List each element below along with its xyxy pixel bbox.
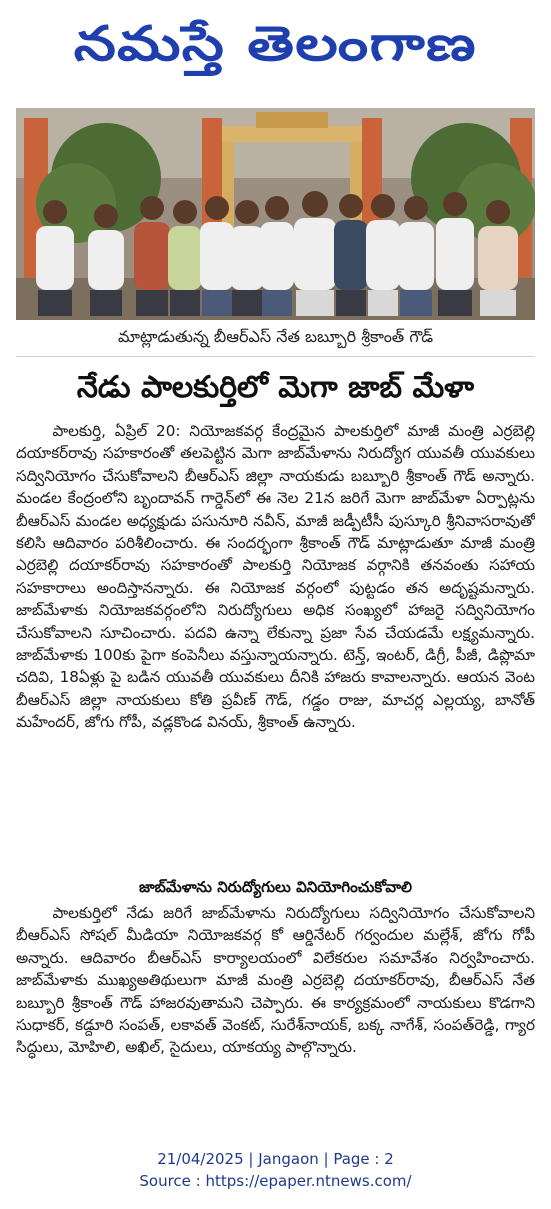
caption-divider <box>16 356 535 357</box>
footer-source-link[interactable]: Source : https://epaper.ntnews.com/ <box>139 1172 412 1190</box>
article-body-2 <box>16 902 535 1142</box>
article-body-1 <box>16 420 535 890</box>
footer-date-edition: 21/04/2025 | Jangaon | Page : 2 <box>157 1150 394 1168</box>
article-subheading: జాబ్‌మేళాను నిరుద్యోగులు వినియోగించుకోవాలి <box>138 878 413 896</box>
group-photo-illustration <box>16 108 535 320</box>
masthead <box>0 4 551 100</box>
news-photo <box>16 108 535 320</box>
newspaper-logo: నమస్తే తెలంగాణ <box>73 16 478 72</box>
article-paragraph: పాలకుర్తి, ఏప్రిల్ 20: నియోజకవర్గ కేంద్రమైన పాలకుర్తిలో మాజీ మంత్రి ఎర్రబెల్లి దయాకర్‌రావు సహకారంతో తలపెట్టిన మెగా జాబ్‌మేళాను నిరుద్యోగ యువతీ యువకులు సద్వినియోగం చేసుకోవాలని బీఆర్ఎస్ జిల్లా నాయకుడు బబ్బూరి శ్రీకాంత్ గౌడ్ అన్నారు. మండల కేంద్రంలోని బృందావన్ గార్డెన్‌లో ఈ నెల 21న జరిగే మెగా జాబ్‌మేళా ఏర్పాట్లను బీఆర్ఎస్ మండల అధ్యక్షుడు పసునూరి నవీన్, మాజీ జడ్పీటీసీ పుస్కూరి శ్రీనివాసరావుతో కలిసి ఆదివారం పరిశీలించారు. ఈ సందర్భంగా శ్రీకాంత్ గౌడ్ మాట్లాడుతూ మాజీ మంత్రి ఎర్రబెల్లి దయాకర్‌రావు సహకారంతో పాలకుర్తి నియోజక వర్గానికి తనవంతు సహాయ సహకారాలు అందిస్తానన్నారు. ఈ నియోజక వర్గంలో పుట్టడం తన అదృష్టమన్నారు. జాబ్‌మేళాకు నియోజకవర్గంలోని నిరుద్యోగులు అధిక సంఖ్యలో హాజరై సద్వినియోగం చేసుకోవాలని సూచించారు. పదవి ఉన్నా లేకున్నా ప్రజా సేవ చేయడమే లక్ష్యమన్నారు. జాబ్‌మేళాకు 100కు పైగా కంపెనీలు వస్తున్నాయన్నారు. టెన్త్, ఇంటర్, డిగ్రీ, పీజీ, డిప్లొమా చదివి, 18ఏళ్లు పై బడిన యువతీ యువకులు దీనికి హాజరు కావాలన్నారు. ఆయన వెంట బీఆర్ఎస్ జిల్లా నాయకులు కోతి ప్రవీణ్ గౌడ్, గడ్డం రాజు, మాచర్ల ఎల్లయ్య, బానోత్ మహేందర్, జోగు గోపీ, వడ్లకొండ వినయ్, శ్రీకాంత్ ఉన్నారు. <box>16 422 535 732</box>
photo-caption: మాట్లాడుతున్న బీఆర్ఎస్ నేత బబ్బూరి శ్రీకాంత్ గౌడ్ <box>117 327 434 346</box>
article-headline: నేడు పాలకుర్తిలో మెగా జాబ్ మేళా <box>76 370 475 405</box>
article-paragraph: పాలకుర్తిలో నేడు జరిగే జాబ్‌మేళాను నిరుద్యోగులు సద్వినియోగం చేసుకోవాలని బీఆర్ఎస్ సోషల్ మీడియా నియోజకవర్గ కో ఆర్డినేటర్ గర్వందుల మల్లేశ్, జోగు గోపీ అన్నారు. ఆదివారం బీఆర్ఎస్ కార్యాలయంలో విలేకరుల సమావేశం నిర్వహించారు. జాబ్‌మేళాకు ముఖ్యఅతిథులుగా మాజీ మంత్రి ఎర్రబెల్లి దయాకర్‌రావు, బీఆర్ఎస్ నేత బబ్బూరి శ్రీకాంత్ గౌడ్ హాజరవుతామని చెప్పారు. ఈ కార్యక్రమంలో నాయకులు కొడగాని సుధాకర్, కడ్దూరి సంపత్, లకావత్ వెంకట్, సురేశ్‌నాయక్, బక్క నాగేశ్, సంపత్‌రెడ్డి, గ్యార సిద్ధులు, మోహిలి, అఖిల్, సైదులు, యాకయ్య పాల్గొన్నారు. <box>16 904 535 1057</box>
